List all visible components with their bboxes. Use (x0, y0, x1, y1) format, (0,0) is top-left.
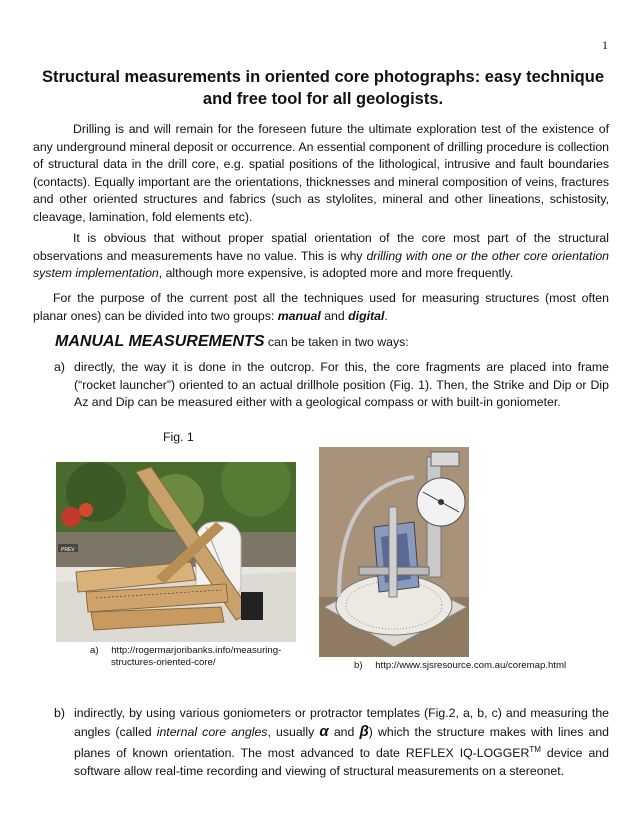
photo-goniometer (319, 447, 469, 657)
figure-label: Fig. 1 (163, 430, 194, 444)
photo-badge-text: PREV (61, 547, 75, 553)
caption-b-marker: b) (354, 660, 363, 671)
trademark-superscript: TM (529, 745, 541, 755)
para2-text-b: , although more expensive, is adopted more and more frequently. (158, 266, 514, 281)
caption-a-line1[interactable]: http://rogermarjoribanks.info/measuring- (111, 645, 282, 656)
title-line-1: Structural measurements in oriented core photographs: easy technique (41, 68, 605, 86)
para2-italic: drilling with one or the other core orientation system implementation (33, 248, 609, 281)
manual-measurements-heading (55, 333, 409, 351)
caption-a-line2[interactable]: structures-oriented-core/ (111, 657, 216, 668)
item-b-text-e: device and software allow real-time recording and viewing of structural measurements on a stereonet. (74, 746, 609, 778)
list-marker-b: b) (54, 706, 65, 720)
caption-b (354, 660, 594, 672)
beta-symbol: β (359, 722, 369, 740)
list-marker-a: a) (54, 360, 65, 374)
caption-a (90, 645, 300, 669)
item-b-italic: internal core angles (156, 724, 268, 739)
paragraph-drilling: Drilling is and will remain for the foreseen future the ultimate exploration test of the existence of any underground mineral deposit or occurrence. An essential component of drilling procedure is collection of structural data in the drill core, e.g. spatial positions of the lithological, intrusive and fault boundaries (contacts). Equally important are the orientations, thicknesses and mineral composition of veins, fractures and other oriented structures and fabrics (such as stylolites, mineral and other lineations, schistosity, cleavage, lamination, fold elements etc). (33, 122, 609, 224)
alpha-symbol: α (319, 722, 329, 740)
para2-text-a: It is obvious that without proper spatial orientation of the core most part of the structural observations and measurements have no value. This is why (33, 231, 609, 263)
manual-heading-tail: can be taken in two ways: (264, 335, 409, 349)
para3-text-a: For the purpose of the current post all the techniques used for measuring structures (most often planar ones) can be divided into two groups: (33, 291, 609, 323)
goniometer-illustration (319, 447, 469, 657)
item-b-text-d: ) which the structure makes with lines and planes of known orientation. The most advanced to date REFLEX IQ-LOGGER (74, 724, 609, 761)
paragraph-groups (33, 290, 609, 325)
item-b-text-c: and (328, 724, 360, 739)
caption-b-link[interactable]: http://www.sjsresource.com.au/coremap.html (375, 660, 567, 671)
list-item-a-text: directly, the way it is done in the outcrop. For this, the core fragments are placed into frame (“rocket launcher”) oriented to an actual drillhole position (Fig. 1). Then, the Strike and Dip or Dip Az and Dip can be measured either with a geological compass or with built-in goniometer. (74, 360, 609, 410)
list-item-a (54, 359, 609, 412)
item-b-text-a: indirectly, by using various goniometers or protractor templates (Fig.2, a, b, c) and measuring the angles (called (74, 706, 609, 739)
manual-heading-bold: MANUAL MEASUREMENTS (55, 333, 265, 350)
list-item-b (54, 705, 609, 780)
digital-keyword: digital (348, 308, 385, 323)
title-line-2: and free tool for all geologists. (202, 90, 444, 108)
caption-a-marker: a) (90, 645, 99, 656)
manual-keyword: manual (277, 308, 321, 323)
list-item-b-text (74, 705, 609, 780)
rocket-launcher-illustration (56, 462, 296, 642)
page-number: 1 (602, 38, 608, 52)
photo-rocket-launcher (56, 462, 296, 642)
para3-and: and (320, 308, 349, 323)
paragraph-orientation (33, 230, 609, 283)
page-title (28, 66, 618, 110)
para3-end: . (384, 308, 388, 323)
item-b-text-b: , usually (267, 724, 320, 739)
